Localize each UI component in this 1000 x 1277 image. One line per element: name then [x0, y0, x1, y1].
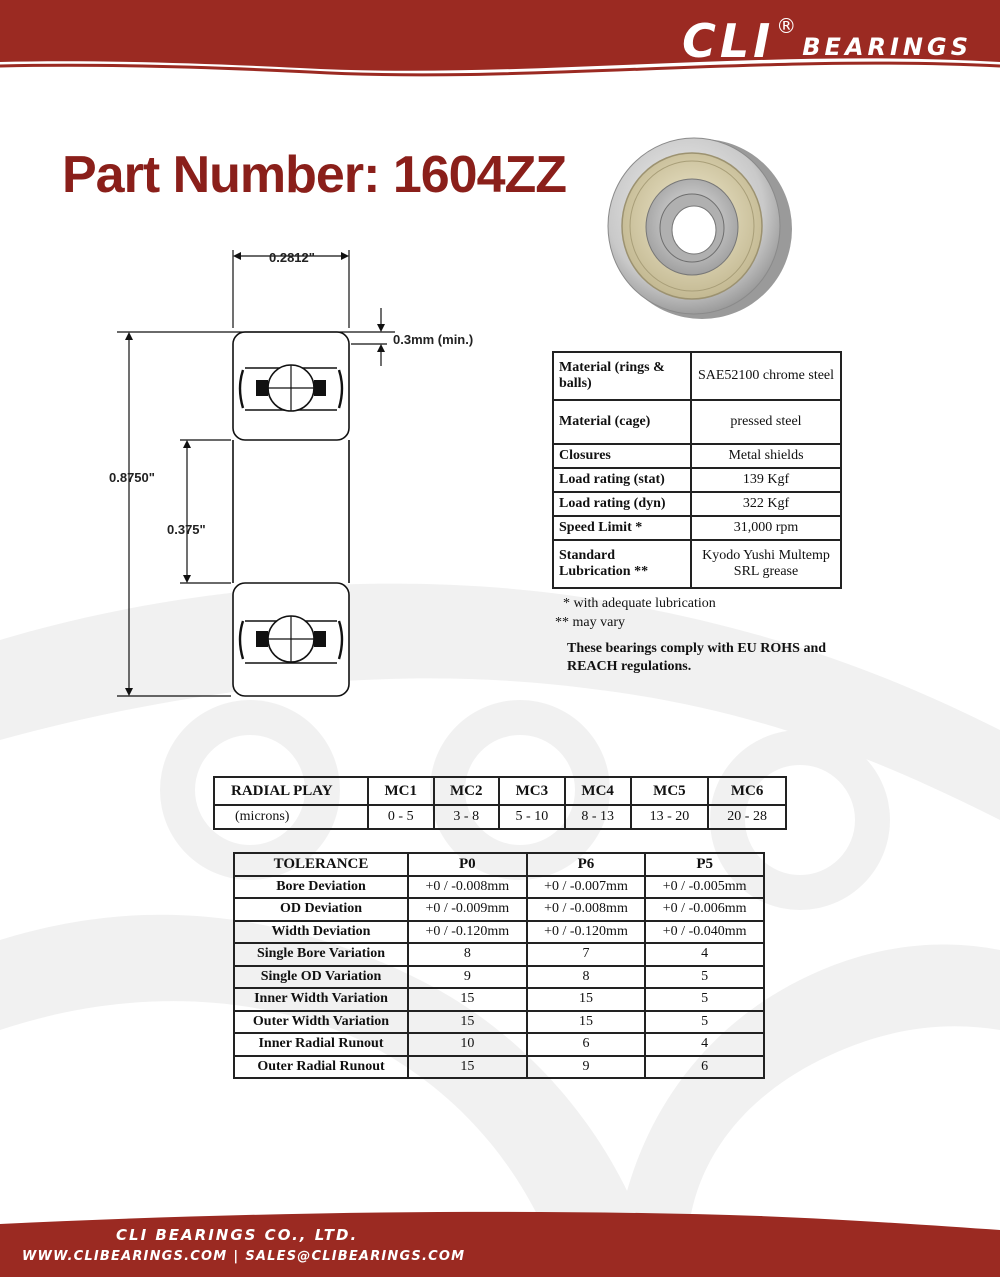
radial-play-unit: (microns) — [214, 805, 368, 829]
outer-diameter-label: 0.8750" — [109, 470, 155, 485]
bearing-product-photo — [598, 132, 794, 322]
tolerance-cell: +0 / -0.005mm — [645, 876, 764, 899]
footnote-may-vary: ** may vary — [555, 615, 625, 630]
tolerance-cell: 9 — [527, 1056, 646, 1079]
tolerance-header-row — [234, 853, 764, 876]
tolerance-row-label: Bore Deviation — [234, 876, 408, 899]
tolerance-row-label: Single OD Variation — [234, 966, 408, 989]
tolerance-row-label: Outer Width Variation — [234, 1011, 408, 1034]
spec-row — [553, 516, 841, 540]
brand-bearings: BEARINGS — [802, 33, 972, 61]
tolerance-cell: 8 — [408, 943, 527, 966]
spec-value: Metal shields — [691, 444, 841, 468]
tolerance-row-label: Width Deviation — [234, 921, 408, 944]
bearing-dimension-diagram — [95, 240, 515, 710]
tolerance-cell: +0 / -0.120mm — [408, 921, 527, 944]
chamfer-dimension-label: 0.3mm (min.) — [393, 332, 474, 347]
radial-play-value: 3 - 8 — [434, 805, 500, 829]
tolerance-row-label: Inner Width Variation — [234, 988, 408, 1011]
tolerance-row — [234, 1056, 764, 1079]
spec-key: Material (cage) — [553, 400, 691, 444]
spec-key: Load rating (dyn) — [553, 492, 691, 516]
tolerance-row-label: OD Deviation — [234, 898, 408, 921]
tolerance-cell: +0 / -0.120mm — [527, 921, 646, 944]
width-dimension-label: 0.2812" — [269, 250, 315, 265]
specifications-table — [552, 351, 842, 589]
radial-play-header: RADIAL PLAY — [214, 777, 368, 805]
spec-value: 139 Kgf — [691, 468, 841, 492]
tolerance-header: P5 — [645, 853, 764, 876]
tolerance-cell: 4 — [645, 1033, 764, 1056]
tolerance-cell: 8 — [527, 966, 646, 989]
tolerance-cell: 10 — [408, 1033, 527, 1056]
radial-play-header: MC3 — [499, 777, 565, 805]
radial-play-header-row — [214, 777, 786, 805]
tolerance-cell: +0 / -0.040mm — [645, 921, 764, 944]
radial-play-header: MC2 — [434, 777, 500, 805]
radial-play-table — [213, 776, 787, 830]
radial-play-values-row — [214, 805, 786, 829]
spec-key: Material (rings & balls) — [553, 352, 691, 400]
radial-play-value: 20 - 28 — [708, 805, 786, 829]
spec-row — [553, 492, 841, 516]
spec-key: Closures — [553, 444, 691, 468]
radial-play-header: MC1 — [368, 777, 434, 805]
tolerance-cell: 15 — [408, 1056, 527, 1079]
email-link[interactable]: SALES@CLIBEARINGS.COM — [245, 1249, 466, 1264]
tolerance-row — [234, 1011, 764, 1034]
radial-play-header: MC5 — [631, 777, 709, 805]
tolerance-row — [234, 921, 764, 944]
tolerance-row — [234, 943, 764, 966]
tolerance-cell: 9 — [408, 966, 527, 989]
compliance-statement: These bearings comply with EU ROHS and REACH regulations. — [567, 641, 827, 674]
spec-value: Kyodo Yushi Multemp SRL grease — [691, 540, 841, 588]
spec-row — [553, 400, 841, 444]
tolerance-header: P0 — [408, 853, 527, 876]
tolerance-cell: 15 — [527, 988, 646, 1011]
tolerance-cell: +0 / -0.006mm — [645, 898, 764, 921]
radial-play-value: 13 - 20 — [631, 805, 709, 829]
tolerance-table — [233, 852, 765, 1079]
contact-separator: | — [233, 1249, 240, 1264]
tolerance-row — [234, 876, 764, 899]
spec-value: SAE52100 chrome steel — [691, 352, 841, 400]
tolerance-cell: 7 — [527, 943, 646, 966]
tolerance-cell: +0 / -0.009mm — [408, 898, 527, 921]
brand-logo — [682, 14, 972, 68]
tolerance-cell: +0 / -0.008mm — [408, 876, 527, 899]
tolerance-cell: 5 — [645, 988, 764, 1011]
spec-value: 31,000 rpm — [691, 516, 841, 540]
tolerance-header: P6 — [527, 853, 646, 876]
spec-row — [553, 468, 841, 492]
spec-row — [553, 444, 841, 468]
tolerance-cell: +0 / -0.007mm — [527, 876, 646, 899]
tolerance-cell: 4 — [645, 943, 764, 966]
contact-line — [22, 1249, 465, 1264]
spec-key: Speed Limit * — [553, 516, 691, 540]
tolerance-row — [234, 988, 764, 1011]
tolerance-row-label: Inner Radial Runout — [234, 1033, 408, 1056]
company-name: CLI BEARINGS CO., LTD. — [116, 1226, 359, 1244]
tolerance-row — [234, 1033, 764, 1056]
tolerance-cell: 15 — [408, 988, 527, 1011]
spec-value: 322 Kgf — [691, 492, 841, 516]
tolerance-cell: 5 — [645, 966, 764, 989]
registered-mark: ® — [776, 14, 797, 38]
tolerance-cell: 5 — [645, 1011, 764, 1034]
footnote-lubrication: * with adequate lubrication — [563, 596, 716, 611]
tolerance-row — [234, 898, 764, 921]
spec-value: pressed steel — [691, 400, 841, 444]
tolerance-cell: +0 / -0.008mm — [527, 898, 646, 921]
tolerance-header: TOLERANCE — [234, 853, 408, 876]
brand-cli: CLI — [682, 14, 775, 68]
tolerance-cell: 6 — [645, 1056, 764, 1079]
tolerance-row — [234, 966, 764, 989]
bore-diameter-label: 0.375" — [167, 522, 206, 537]
radial-play-value: 8 - 13 — [565, 805, 631, 829]
radial-play-header: MC4 — [565, 777, 631, 805]
tolerance-row-label: Outer Radial Runout — [234, 1056, 408, 1079]
website-link[interactable]: WWW.CLIBEARINGS.COM — [22, 1249, 228, 1264]
tolerance-cell: 15 — [527, 1011, 646, 1034]
spec-row — [553, 352, 841, 400]
spec-key: Load rating (stat) — [553, 468, 691, 492]
tolerance-row-label: Single Bore Variation — [234, 943, 408, 966]
page-title: Part Number: 1604ZZ — [62, 146, 567, 204]
radial-play-header: MC6 — [708, 777, 786, 805]
radial-play-value: 5 - 10 — [499, 805, 565, 829]
tolerance-cell: 6 — [527, 1033, 646, 1056]
tolerance-cell: 15 — [408, 1011, 527, 1034]
spec-key: Standard Lubrication ** — [553, 540, 691, 588]
radial-play-value: 0 - 5 — [368, 805, 434, 829]
spec-row — [553, 540, 841, 588]
